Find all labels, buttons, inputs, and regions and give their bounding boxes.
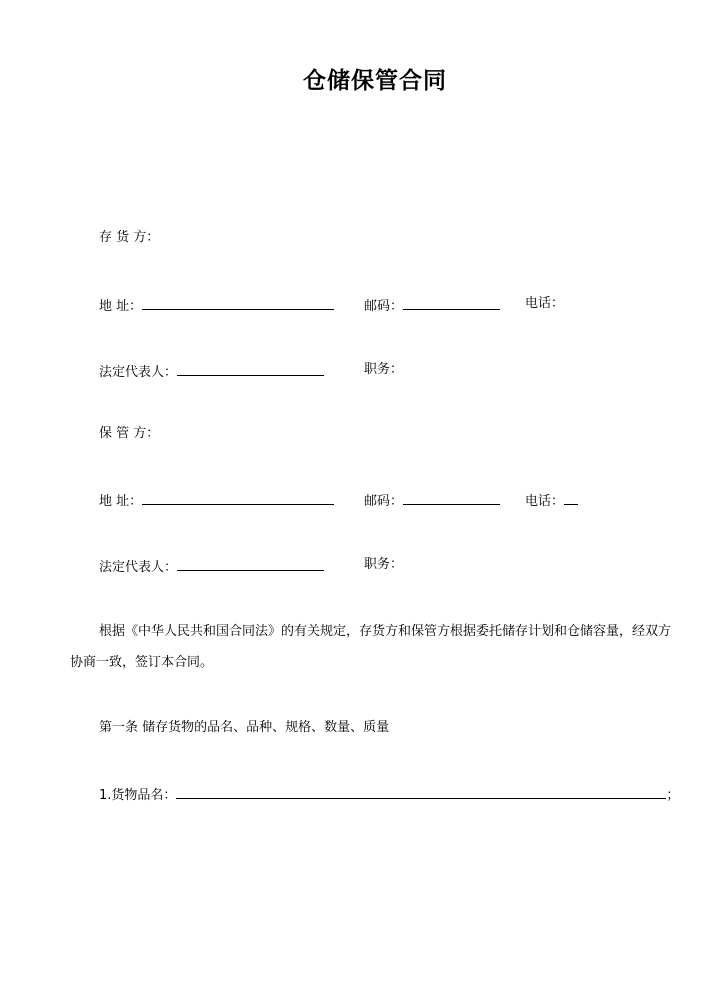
item1-label: 1.货物品名：	[99, 788, 177, 803]
custodian-phone-label: 电话：	[525, 494, 565, 509]
depositor-rep-field[interactable]	[177, 361, 324, 376]
depositor-address-label: 地 址：	[99, 299, 143, 314]
depositor-rep-row	[99, 361, 324, 382]
depositor-phone-row	[525, 295, 564, 313]
custodian-phone-field[interactable]	[564, 490, 578, 505]
depositor-label: 存 货 方：	[99, 230, 160, 245]
custodian-address-label: 地 址：	[99, 494, 143, 509]
depositor-postcode-row	[364, 295, 500, 316]
depositor-position-label: 职务：	[364, 362, 404, 377]
article1-item1-row	[99, 784, 679, 805]
depositor-position-row	[364, 361, 403, 379]
goods-name-field[interactable]	[176, 784, 666, 799]
custodian-position-row	[364, 556, 403, 574]
custodian-address-field[interactable]	[142, 490, 334, 505]
depositor-phone-label: 电话：	[525, 296, 565, 311]
preamble-text: 根据《中华人民共和国合同法》的有关规定，存货方和保管方根据委托储存计划和仓储容量，经双方协商一致，签订本合同。	[70, 624, 672, 670]
depositor-address-row	[99, 295, 334, 316]
custodian-phone-row	[525, 490, 578, 511]
custodian-rep-row	[99, 556, 324, 577]
custodian-postcode-row	[364, 490, 500, 511]
depositor-rep-label: 法定代表人：	[99, 365, 178, 380]
custodian-address-row	[99, 490, 334, 511]
article1-heading: 第一条 储存货物的品名、品种、规格、数量、质量	[99, 720, 390, 735]
custodian-rep-field[interactable]	[177, 556, 324, 571]
preamble-paragraph	[70, 616, 672, 678]
document-title: 仓储保管合同	[303, 68, 447, 94]
custodian-label: 保 管 方：	[99, 426, 160, 441]
custodian-postcode-label: 邮码：	[364, 494, 404, 509]
depositor-postcode-label: 邮码：	[364, 299, 404, 314]
custodian-position-label: 职务：	[364, 557, 404, 572]
depositor-postcode-field[interactable]	[403, 295, 500, 310]
item1-end-punct: ；	[666, 788, 680, 803]
custodian-rep-label: 法定代表人：	[99, 560, 178, 575]
custodian-postcode-field[interactable]	[403, 490, 500, 505]
depositor-address-field[interactable]	[142, 295, 334, 310]
